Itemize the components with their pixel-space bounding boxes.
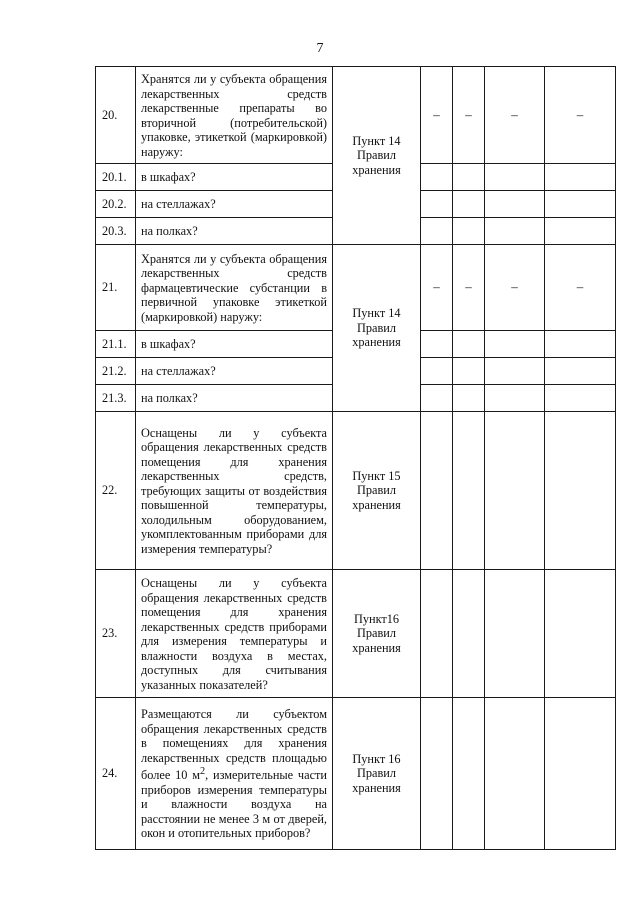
- page-number: 7: [316, 41, 324, 56]
- answer-cell: [545, 570, 616, 698]
- answer-cell: –: [485, 67, 545, 164]
- table-row: [96, 698, 616, 850]
- requirement-reference: Пункт16 Правил хранения: [333, 570, 421, 698]
- answer-cell: [453, 358, 485, 385]
- answer-cell: –: [453, 245, 485, 331]
- answer-cell: –: [545, 245, 616, 331]
- row-number: 21.: [96, 245, 136, 331]
- answer-cell: [421, 191, 453, 218]
- question-text: в шкафах?: [136, 331, 333, 358]
- table-row: [96, 570, 616, 698]
- answer-cell: [421, 331, 453, 358]
- answer-cell: [421, 164, 453, 191]
- answer-cell: [545, 358, 616, 385]
- answer-cell: [545, 191, 616, 218]
- table-row: [96, 245, 616, 331]
- row-number: 20.: [96, 67, 136, 164]
- answer-cell: [453, 218, 485, 245]
- table-row: [96, 67, 616, 164]
- row-number: 21.3.: [96, 385, 136, 412]
- question-text: на стеллажах?: [136, 191, 333, 218]
- answer-cell: [421, 698, 453, 850]
- answer-cell: [545, 331, 616, 358]
- question-text: Хранятся ли у субъекта обращения лекарственных средств лекарственные препараты во вторичной (потребительской) упаковке, этикеткой (маркировкой) наружу:: [136, 67, 333, 164]
- answer-cell: [453, 191, 485, 218]
- question-text: Размещаются ли субъектом обращения лекарственных средств в помещениях для хранения лекарственных средств площадью более 10 $м^2$, измерительные части приборов измерения температуры и влажности воздуха на расстоянии не менее 3 м от дверей, окон и отопительных приборов?: [136, 698, 333, 850]
- answer-cell: [453, 412, 485, 570]
- answer-cell: –: [545, 67, 616, 164]
- answer-cell: [545, 218, 616, 245]
- answer-cell: [421, 412, 453, 570]
- row-number: 22.: [96, 412, 136, 570]
- question-text: на полках?: [136, 385, 333, 412]
- question-text: в шкафах?: [136, 164, 333, 191]
- table-row: [96, 412, 616, 570]
- answer-cell: [485, 385, 545, 412]
- requirement-reference: Пункт 14 Правил хранения: [333, 245, 421, 412]
- answer-cell: [485, 698, 545, 850]
- row-number: 20.3.: [96, 218, 136, 245]
- answer-cell: –: [453, 67, 485, 164]
- answer-cell: [421, 358, 453, 385]
- answer-cell: [421, 385, 453, 412]
- answer-cell: [485, 570, 545, 698]
- answer-cell: [453, 331, 485, 358]
- answer-cell: [485, 191, 545, 218]
- answer-cell: –: [485, 245, 545, 331]
- answer-cell: [545, 164, 616, 191]
- answer-cell: [485, 218, 545, 245]
- question-text: на стеллажах?: [136, 358, 333, 385]
- row-number: 24.: [96, 698, 136, 850]
- row-number: 23.: [96, 570, 136, 698]
- checklist-table: [95, 66, 616, 850]
- answer-cell: [485, 412, 545, 570]
- answer-cell: [545, 385, 616, 412]
- row-number: 21.1.: [96, 331, 136, 358]
- answer-cell: [545, 698, 616, 850]
- answer-cell: [421, 570, 453, 698]
- requirement-reference: Пункт 14 Правил хранения: [333, 67, 421, 245]
- answer-cell: [421, 218, 453, 245]
- question-text: Оснащены ли у субъекта обращения лекарственных средств помещения для хранения лекарственных средств приборами для измерения температуры и влажности воздуха в местах, доступных для считывания указанных показателей?: [136, 570, 333, 698]
- requirement-reference: Пункт 16 Правил хранения: [333, 698, 421, 850]
- answer-cell: [545, 412, 616, 570]
- question-text: Оснащены ли у субъекта обращения лекарственных средств помещения для хранения лекарственных средств, требующих защиты от воздействия повышенной температуры, холодильным оборудованием, укомплектованным приборами для измерения температуры?: [136, 412, 333, 570]
- answer-cell: –: [421, 67, 453, 164]
- answer-cell: [453, 698, 485, 850]
- answer-cell: [485, 358, 545, 385]
- question-text: на полках?: [136, 218, 333, 245]
- answer-cell: [485, 164, 545, 191]
- row-number: 20.1.: [96, 164, 136, 191]
- row-number: 20.2.: [96, 191, 136, 218]
- answer-cell: [453, 385, 485, 412]
- answer-cell: [453, 570, 485, 698]
- question-text: Хранятся ли у субъекта обращения лекарственных средств фармацевтические субстанции в первичной упаковке этикеткой (маркировкой) наружу:: [136, 245, 333, 331]
- row-number: 21.2.: [96, 358, 136, 385]
- requirement-reference: Пункт 15 Правил хранения: [333, 412, 421, 570]
- answer-cell: –: [421, 245, 453, 331]
- answer-cell: [453, 164, 485, 191]
- answer-cell: [485, 331, 545, 358]
